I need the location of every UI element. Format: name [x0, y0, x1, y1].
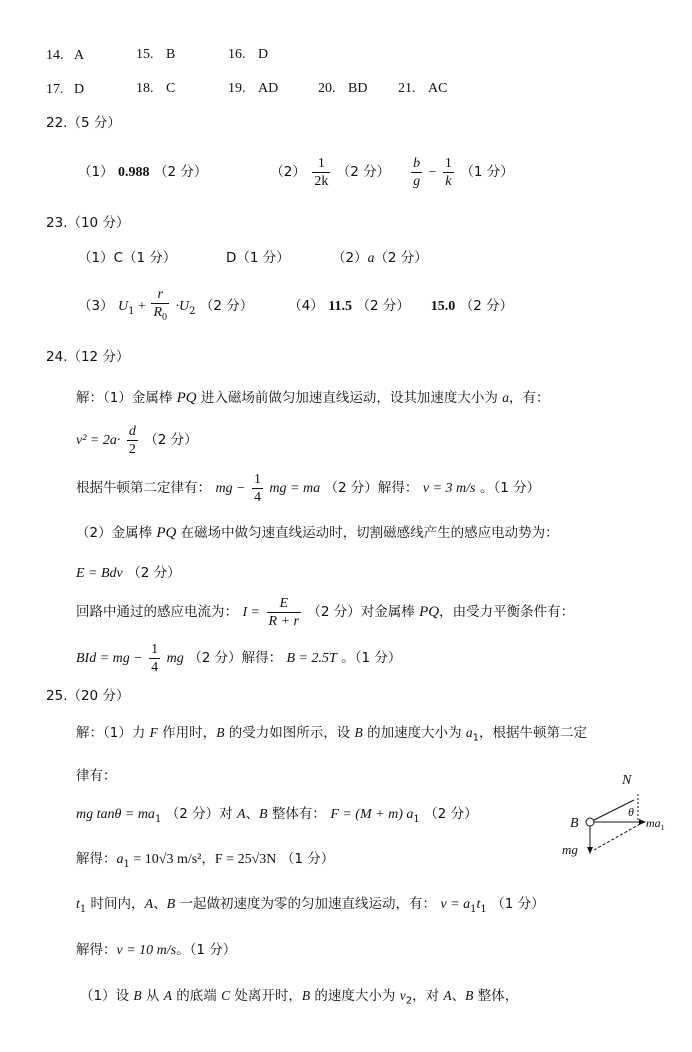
result: F = 25√3N: [214, 852, 277, 867]
q24-heading: 24.（12 分）: [46, 349, 130, 365]
score: （2 分）: [144, 432, 198, 448]
label-b: B: [570, 816, 579, 831]
text: 解得：: [76, 851, 117, 867]
b-symbol: B: [216, 725, 225, 740]
numerator: 1: [312, 155, 330, 173]
answer-value: C: [166, 81, 176, 96]
score: 。（1 分）: [341, 650, 402, 666]
answer-no: 20.: [318, 81, 336, 96]
resultant-dashed: [594, 824, 640, 850]
denominator: R: [153, 305, 163, 321]
q22-answers: [78, 150, 514, 194]
q22-part2-score: （2 分）: [336, 164, 391, 180]
numerator: 1: [253, 471, 261, 487]
equation: mg tanθ = ma: [76, 807, 155, 822]
q24-line7: [76, 636, 401, 680]
answer-row-1: [46, 45, 269, 66]
text: 、: [245, 806, 259, 822]
text: 、: [451, 988, 466, 1004]
score: （2 分）: [424, 806, 478, 822]
text: ，: [201, 851, 215, 867]
q23-part4-value2: 15.0: [430, 299, 456, 314]
b-symbol: B: [301, 988, 311, 1003]
q25-line1: 解：（1）力 F 作用时，B 的受力如图所示，设 B 的加速度大小为 $a_1$，根据牛顿第二定: [76, 725, 587, 744]
q22-part3-fraction-k: [443, 155, 454, 190]
b-symbol: B: [166, 897, 176, 912]
label-ma1: [646, 816, 665, 832]
answer-no: 17.: [46, 82, 64, 97]
denominator: g: [413, 173, 421, 189]
q23-heading: 23.（10 分）: [46, 215, 130, 231]
q22-part3-fraction-b: [411, 155, 422, 190]
text: 的底端: [171, 988, 222, 1004]
text: 的受力如图所示，设: [224, 725, 355, 741]
q23-part4-label: （4）: [288, 298, 324, 314]
text: 一起做初速度为零的匀加速直线运动，有：: [175, 896, 436, 912]
q22-heading: 22.（5 分）: [46, 115, 121, 131]
equation: t: [476, 897, 481, 912]
text: ，根据牛顿第二定: [479, 725, 587, 741]
a-symbol: A: [144, 897, 154, 912]
q23-part4-score: （2 分）: [356, 298, 410, 314]
answer-value: D: [73, 82, 85, 97]
force-diagram: [560, 770, 680, 862]
ma-sub: 1: [660, 823, 665, 832]
text: ，对: [412, 988, 444, 1004]
equation: BId = mg −: [76, 651, 143, 666]
text: ，由受力平衡条件有：: [439, 604, 575, 620]
answer-value: BD: [348, 81, 368, 96]
result: B = 2.5T: [286, 651, 337, 666]
answer-no: 15.: [136, 47, 154, 62]
numerator: 1: [444, 155, 452, 171]
numerator: E: [267, 595, 301, 613]
answer-no: 16.: [228, 47, 246, 62]
a-symbol: a: [502, 390, 509, 405]
answer-no: 14.: [46, 48, 64, 63]
text: 处离开时，: [230, 988, 302, 1004]
v2-symbol: v: [399, 988, 406, 1003]
q23-part4-score2: （2 分）: [459, 298, 514, 314]
q22-part1-score: （2 分）: [154, 164, 208, 180]
pq-symbol: PQ: [419, 604, 440, 620]
q25-line7: （1）设 B 从 A 的底端 C 处离开时，B 的速度大小为 $v_2$，对 A、B 整体，: [80, 988, 519, 1007]
q22-part1-label: （1）: [78, 164, 114, 180]
fraction: [127, 423, 138, 458]
text: 从: [141, 988, 164, 1004]
q24-line1: [76, 388, 549, 408]
result: = 10√3 m/s²: [129, 852, 202, 867]
equation: E = Bdv: [76, 566, 123, 581]
denominator: 4: [151, 659, 159, 675]
q22-part3-score: （1 分）: [460, 164, 514, 180]
q24-line3: [76, 466, 540, 510]
text: 在磁场中做匀速直线运动时，切割磁感线产生的感应电动势为：: [176, 525, 559, 541]
fraction: [252, 471, 263, 506]
f-symbol: F: [149, 725, 158, 740]
text: 的速度大小为: [310, 988, 400, 1004]
q22-part2-label: （2）: [270, 164, 306, 180]
text: 整体有：: [267, 806, 326, 822]
answer-no: 18.: [136, 81, 154, 96]
b-symbol: B: [465, 988, 474, 1003]
text: 解：（1）金属棒: [76, 390, 177, 406]
q25-line2: 律有：: [76, 768, 117, 784]
equation: mg −: [215, 481, 246, 496]
q25-line6: [76, 940, 236, 961]
score: （2 分）解得：: [324, 480, 419, 496]
result: v = 3 m/s: [422, 481, 476, 496]
numerator: r: [151, 286, 169, 304]
q23-line1: [78, 248, 428, 268]
c-symbol: C: [221, 988, 231, 1003]
score: （1 分）: [280, 851, 335, 867]
text: 进入磁场前做匀加速直线运动，设其加速度大小为: [196, 390, 503, 406]
score: （2 分）对: [165, 806, 237, 822]
text: 解：（1）力: [76, 725, 150, 741]
q23-fraction: $\frac{r}{R_0}$: [153, 287, 168, 323]
text: 整体，: [473, 988, 519, 1004]
text: ，有：: [508, 390, 550, 406]
text: 回路中通过的感应电流为：: [76, 604, 238, 620]
denominator: k: [445, 173, 452, 189]
q25-heading: 25.（20 分）: [46, 688, 130, 704]
q23-part1: （1）C（1 分）: [78, 250, 177, 266]
score: （2 分）: [127, 565, 181, 581]
denominator: 2k: [314, 173, 329, 189]
pq-symbol: PQ: [156, 525, 177, 541]
arrowhead-mg: [587, 847, 593, 854]
a-symbol: A: [443, 988, 452, 1003]
b-symbol: B: [259, 807, 268, 822]
denominator: 4: [253, 489, 261, 505]
answer-value: B: [166, 47, 176, 62]
score: 。（1 分）: [176, 942, 237, 958]
score: 。（1 分）: [479, 480, 541, 496]
body-b: [586, 818, 594, 826]
numerator: 1: [151, 641, 159, 657]
q22-part2-fraction: [312, 155, 330, 190]
label-mg: mg: [562, 842, 578, 857]
q25-line4: 解得：$a_1 = 10√3$ m/s²，F = 25√3N （1 分）: [76, 851, 335, 870]
numerator: d: [128, 423, 136, 439]
q23-part2-label: （2）: [332, 250, 368, 266]
text: （1）设: [80, 988, 134, 1004]
answer-no: 21.: [398, 81, 416, 96]
equation: mg: [166, 651, 184, 666]
q24-line4: [76, 523, 559, 543]
result: v = 10 m/s: [116, 943, 177, 958]
text: 、: [153, 896, 167, 912]
score: （2 分）解得：: [188, 650, 283, 666]
ma-text: ma: [646, 816, 661, 830]
text: 的加速度大小为: [362, 725, 466, 741]
a1-symbol: a: [116, 852, 124, 867]
q23-part4-value: 11.5: [328, 299, 352, 314]
q24-line6: [76, 590, 574, 634]
q24-line5: [76, 563, 181, 584]
equation: mg = ma: [269, 481, 321, 496]
equation: v² = 2a·: [76, 433, 121, 448]
equation: F = (M + m) a: [330, 807, 414, 822]
answer-row-2: [46, 79, 486, 100]
fraction: [149, 641, 160, 676]
fraction: [267, 595, 301, 630]
u2-symbol: ·U: [175, 299, 190, 314]
label-n: N: [622, 773, 632, 788]
text: 根据牛顿第二定律有：: [76, 480, 211, 496]
answer-value: D: [258, 47, 269, 62]
denominator: R + r: [268, 613, 299, 629]
q23-part2-var: a: [367, 250, 375, 265]
text: 解得：: [76, 942, 117, 958]
score: （1 分）: [491, 896, 545, 912]
q23-part3-score: （2 分）: [199, 298, 254, 314]
text: 作用时，: [157, 725, 217, 741]
u1-symbol: U: [118, 299, 129, 314]
q23-line2: （3） $U_1$ + $\frac{r}{R_0}$ $\cdot U_2$ （2 分） （4） 11.5 （2 分） 15.0 （2 分）: [78, 284, 513, 328]
q24-line2: [76, 418, 198, 462]
answer-value: AD: [258, 81, 279, 96]
answer-value: A: [73, 48, 85, 63]
equation: v = a: [440, 897, 471, 912]
numerator: b: [413, 155, 421, 171]
pq-symbol: PQ: [176, 390, 197, 406]
q23-part1-d: D（1 分）: [226, 250, 290, 266]
equation: I =: [242, 605, 261, 620]
q22-part1-value: 0.988: [118, 165, 150, 180]
b-symbol: B: [354, 725, 363, 740]
b-symbol: B: [133, 988, 142, 1003]
a-symbol: A: [236, 807, 246, 822]
minus-sign: −: [428, 165, 437, 180]
a1-symbol: a: [465, 725, 473, 740]
denominator: 2: [128, 441, 136, 457]
text: 时间内，: [86, 896, 145, 912]
q25-line3: mg $\tan\theta = ma_1$ （2 分）对 A、B 整体有： F = (M + m) $a_1$ （2 分）: [76, 806, 478, 825]
q23-part2-score: （2 分）: [374, 250, 428, 266]
q25-line5: $t_1$ 时间内，A、B 一起做初速度为零的匀加速直线运动，有： $v = a_1t_1$ （1 分）: [76, 896, 545, 915]
text: （2）金属棒: [76, 525, 157, 541]
a-symbol: A: [163, 988, 172, 1003]
q23-part3-label: （3）: [78, 298, 114, 314]
t1-symbol: t: [76, 897, 80, 912]
plus-sign: +: [134, 299, 150, 314]
score: （2 分）对金属棒: [307, 604, 420, 620]
label-theta: θ: [628, 805, 634, 819]
answer-value: AC: [428, 81, 448, 96]
answer-no: 19.: [228, 81, 246, 96]
